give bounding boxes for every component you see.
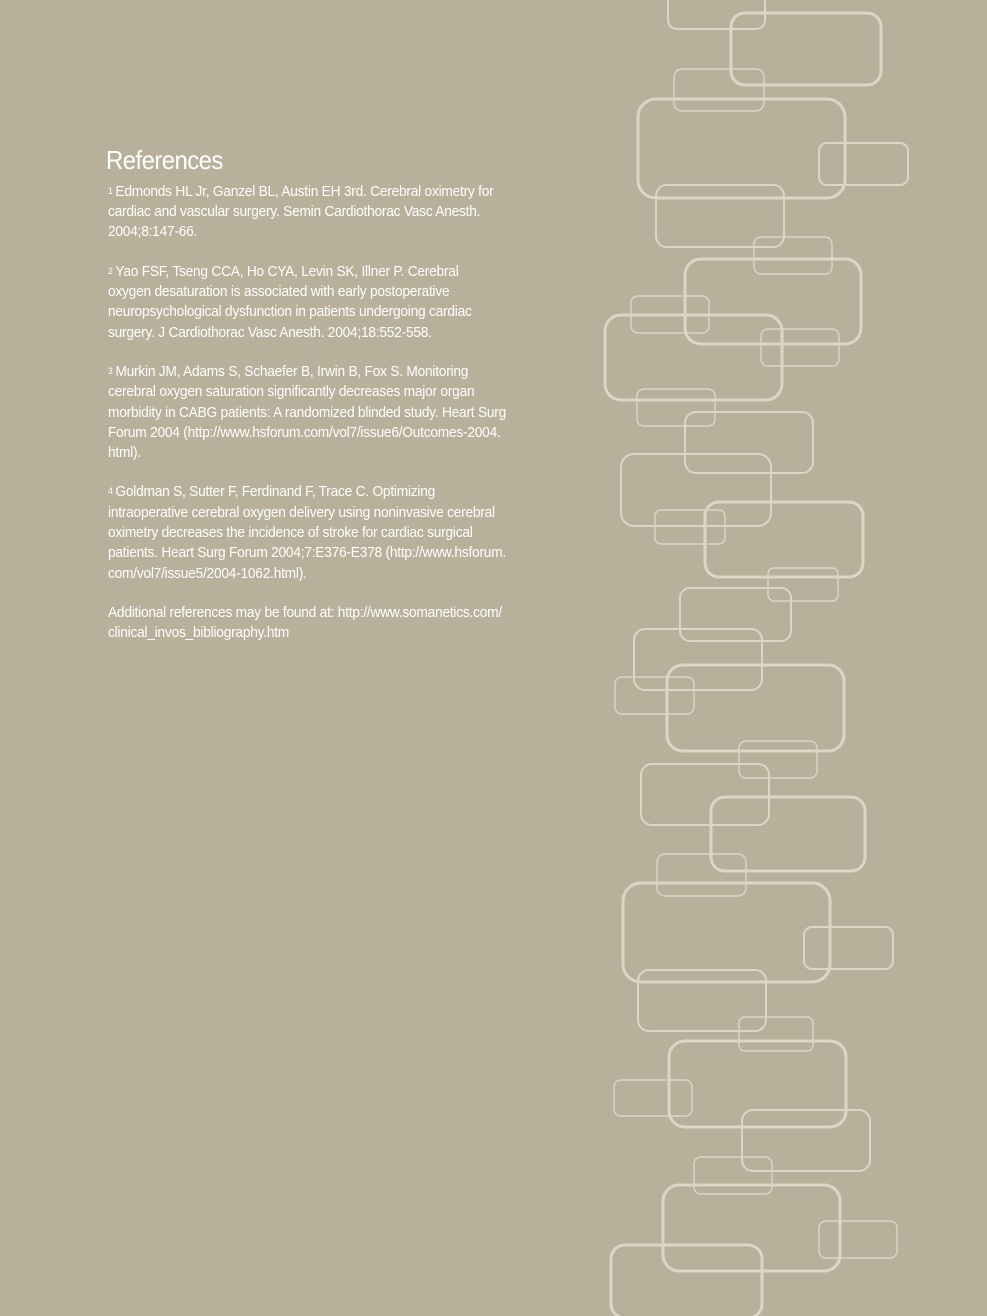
references-heading: References (106, 145, 223, 175)
reference-line: oxygen desaturation is associated with early postoperative (108, 284, 450, 301)
reference-text: Goldman S, Sutter F, Ferdinand F, Trace C. Optimizing (115, 484, 436, 501)
reference-line (108, 182, 557, 202)
additional-references-link-line[interactable]: Additional references may be found at: http://www.somanetics.com/ (108, 604, 502, 621)
reference-item-1 (108, 182, 557, 243)
reference-text: Yao FSF, Tseng CCA, Ho CYA, Levin SK, Illner P. Cerebral (115, 263, 459, 280)
reference-text: Murkin JM, Adams S, Schaefer B, Irwin B, Fox S. Monitoring (115, 363, 469, 380)
reference-line (108, 362, 557, 382)
reference-line: 2004;8:147-66. (108, 224, 198, 241)
reference-item-2 (108, 262, 557, 343)
reference-text: Edmonds HL Jr, Ganzel BL, Austin EH 3rd. Cerebral oximetry for (115, 183, 494, 200)
references-section (106, 146, 551, 663)
additional-references-note (108, 603, 557, 644)
reference-line: cardiac and vascular surgery. Semin Cardiothorac Vasc Anesth. (108, 204, 481, 221)
reference-link-line[interactable]: html). (108, 445, 141, 462)
reference-line: intraoperative cerebral oxygen delivery using noninvasive cerebral (108, 504, 495, 521)
reference-line: cerebral oxygen saturation significantly decreases major organ (108, 384, 475, 401)
reference-line: oximetry decreases the incidence of stroke for cardiac surgical (108, 525, 473, 542)
reference-item-3 (108, 362, 557, 463)
reference-number: 4 (108, 486, 113, 497)
reference-line (108, 262, 557, 282)
reference-number: 1 (108, 185, 113, 196)
reference-line: neuropsychological dysfunction in patients undergoing cardiac (108, 304, 472, 321)
reference-link-line[interactable]: patients. Heart Surg Forum 2004;7:E376-E378 (http://www.hsforum. (108, 545, 506, 562)
reference-link-line[interactable]: com/vol7/issue5/2004-1062.html). (108, 565, 307, 582)
additional-references-link-line[interactable]: clinical_invos_bibliography.htm (108, 625, 290, 642)
reference-number: 2 (108, 265, 113, 276)
reference-line: surgery. J Cardiothorac Vasc Anesth. 2004;18:552-558. (108, 324, 432, 341)
reference-number: 3 (108, 365, 113, 376)
reference-item-4 (108, 482, 557, 583)
reference-line (108, 482, 557, 502)
reference-line: morbidity in CABG patients: A randomized blinded study. Heart Surg (108, 404, 507, 421)
reference-link-line[interactable]: Forum 2004 (http://www.hsforum.com/vol7/issue6/Outcomes-2004. (108, 424, 501, 441)
